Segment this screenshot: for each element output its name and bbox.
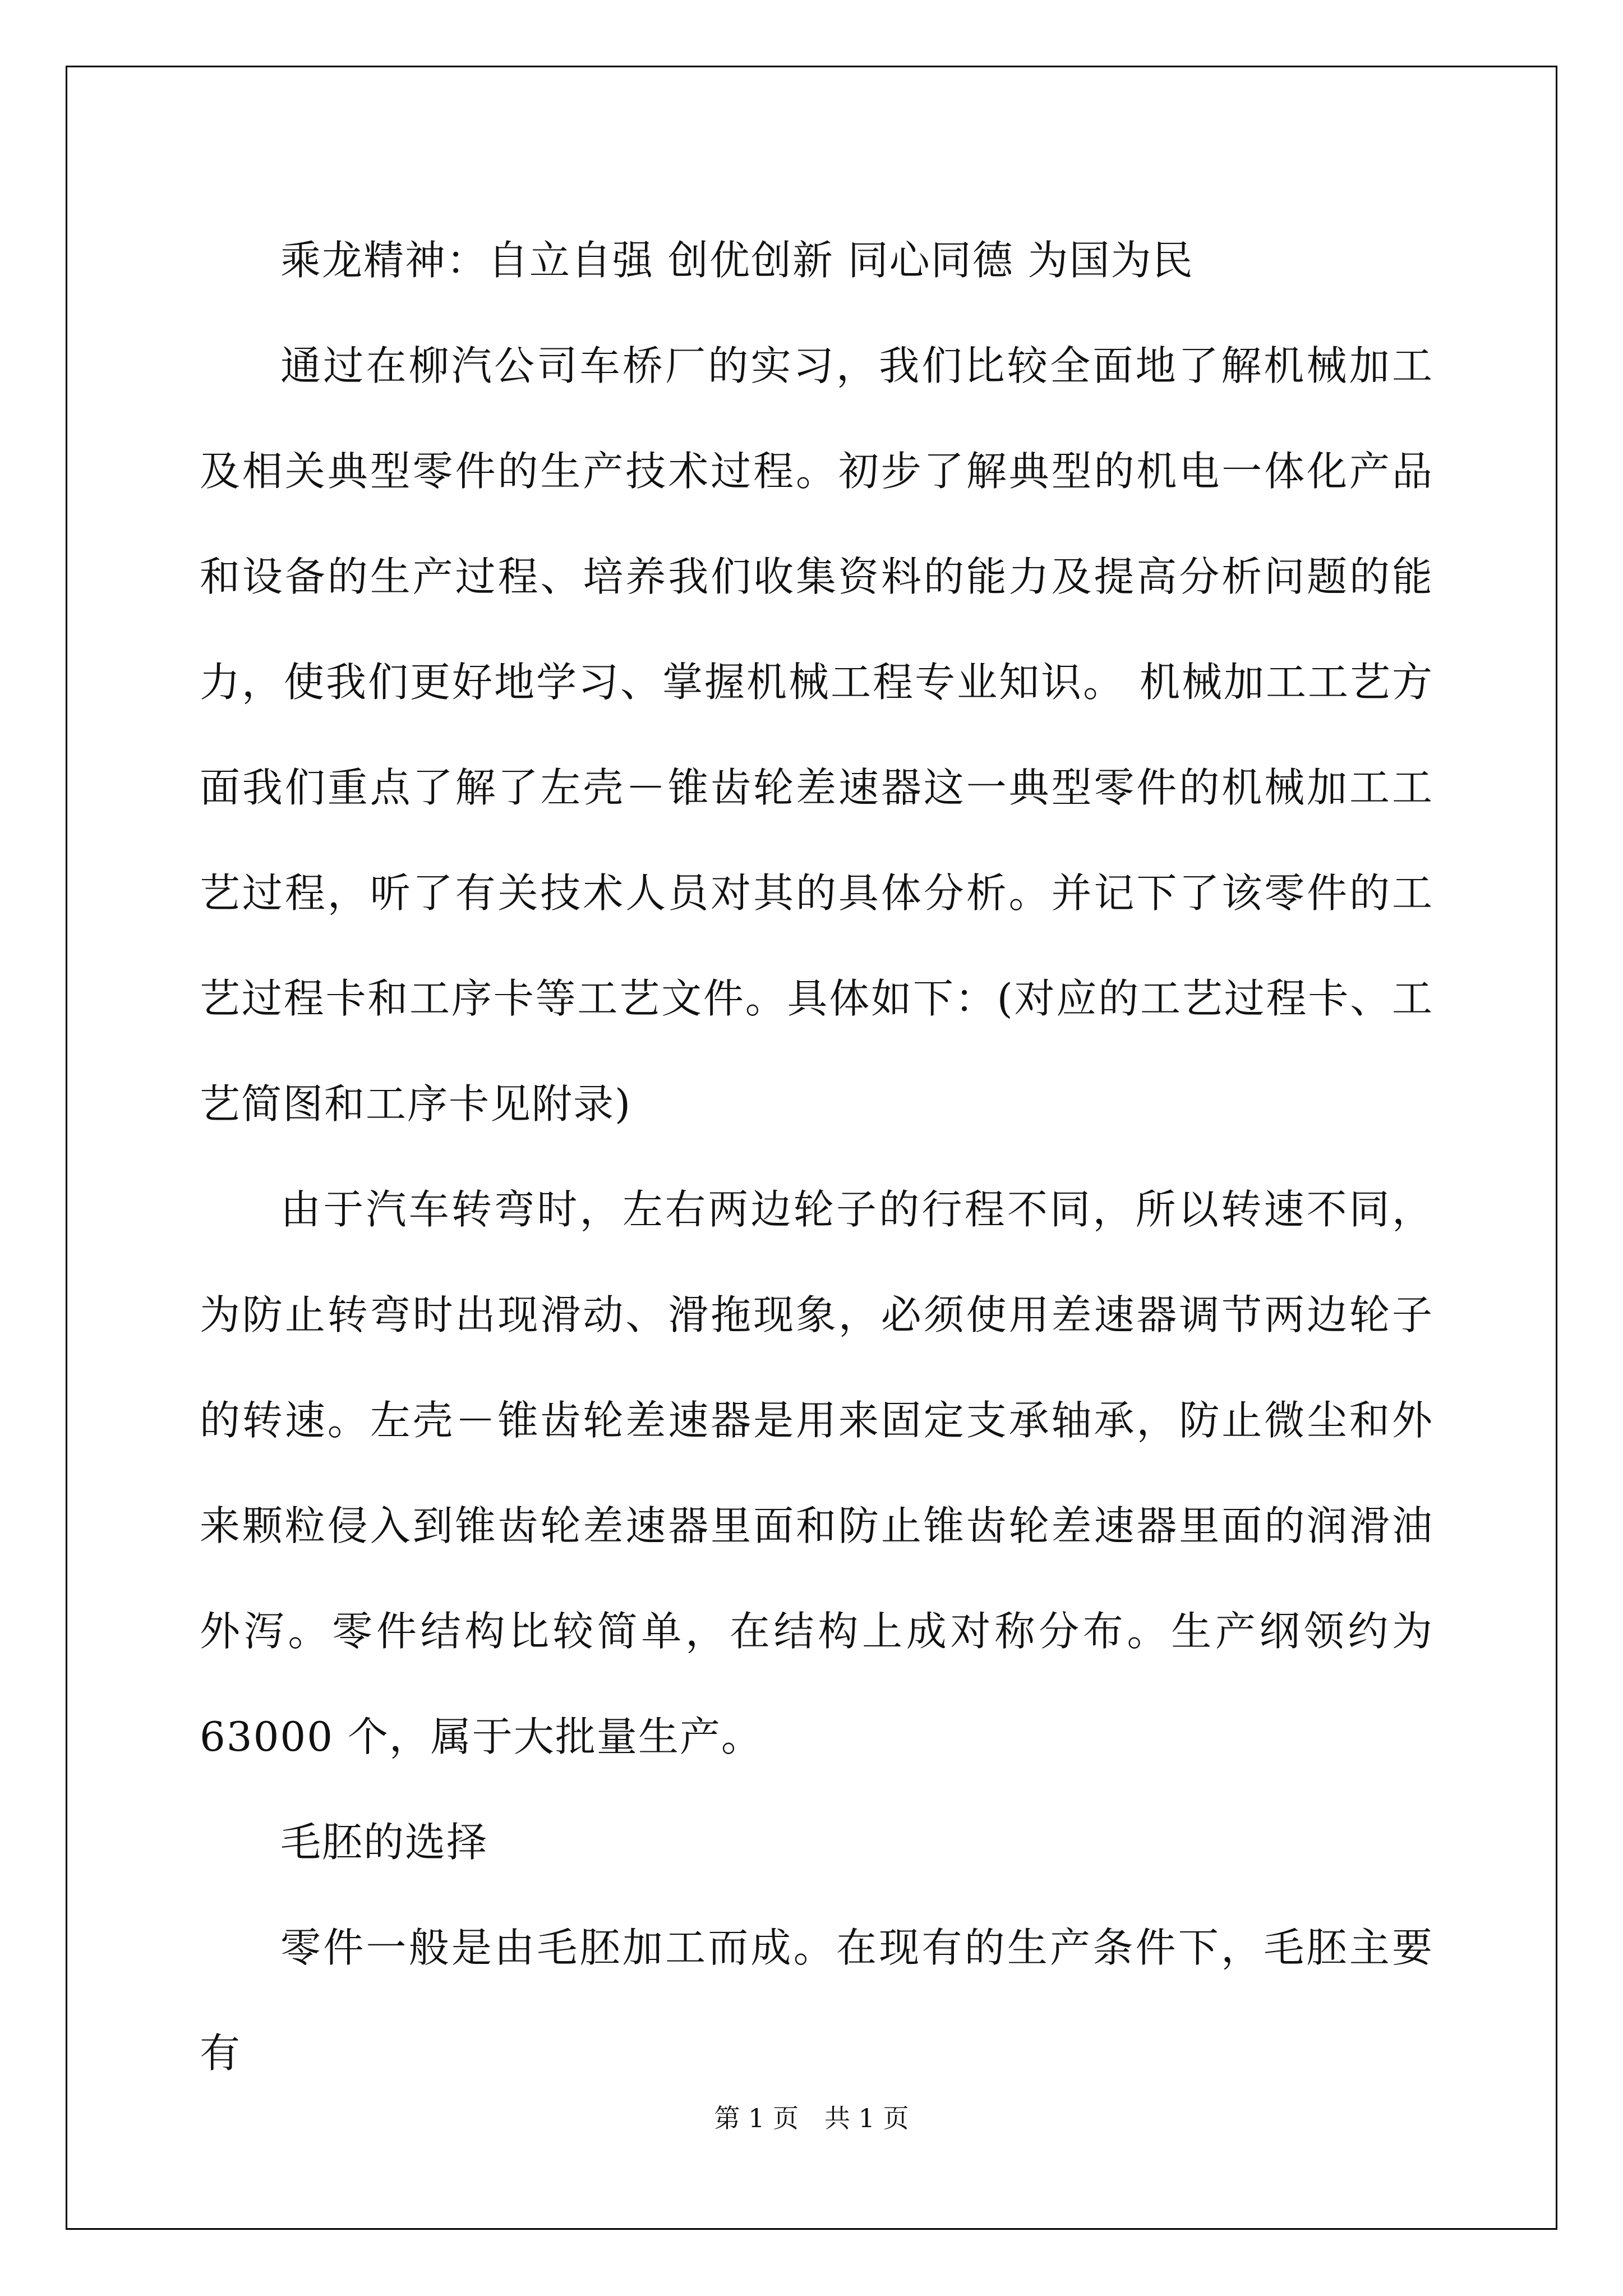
motto-line: 乘龙精神：自立自强 创优创新 同心同德 为国为民 [280,237,1194,284]
document-body [200,208,1433,2106]
paragraph-internship-overview: 通过在柳汽公司车桥厂的实习，我们比较全面地了解机械加工及相关典型零件的生产技术过程。初步了解典型的机电一体化产品和设备的生产过程、培养我们收集资料的能力及提高分析问题的能力，使我们更好地学习、掌握机械工程专业知识。 机械加工工艺方面我们重点了解了左壳－锥齿轮差速器这一典型零件的机械加工工艺过程，听了有关技术人员对其的具体分析。并记下了该零件的工艺过程卡和工序卡等工艺文件。具体如下：(对应的工艺过程卡、工艺简图和工序卡见附录) [200,342,1433,1128]
paragraph-blank-intro: 零件一般是由毛胚加工而成。在现有的生产条件下，毛胚主要有 [200,1924,1433,2077]
paragraph-differential-description: 由于汽车转弯时，左右两边轮子的行程不同，所以转速不同，为防止转弯时出现滑动、滑拖现象，必须使用差速器调节两边轮子的转速。左壳－锥齿轮差速器是用来固定支承轴承，防止微尘和外来颗粒侵入到锥齿轮差速器里面和防止锥齿轮差速器里面的润滑油外泻。零件结构比较简单，在结构上成对称分布。生产纲领约为 63000 个，属于大批量生产。 [200,1186,1433,1760]
page-number-footer: 第 1 页 共 1 页 [714,2103,909,2133]
section-heading-blank-selection: 毛胚的选择 [280,1819,488,1866]
